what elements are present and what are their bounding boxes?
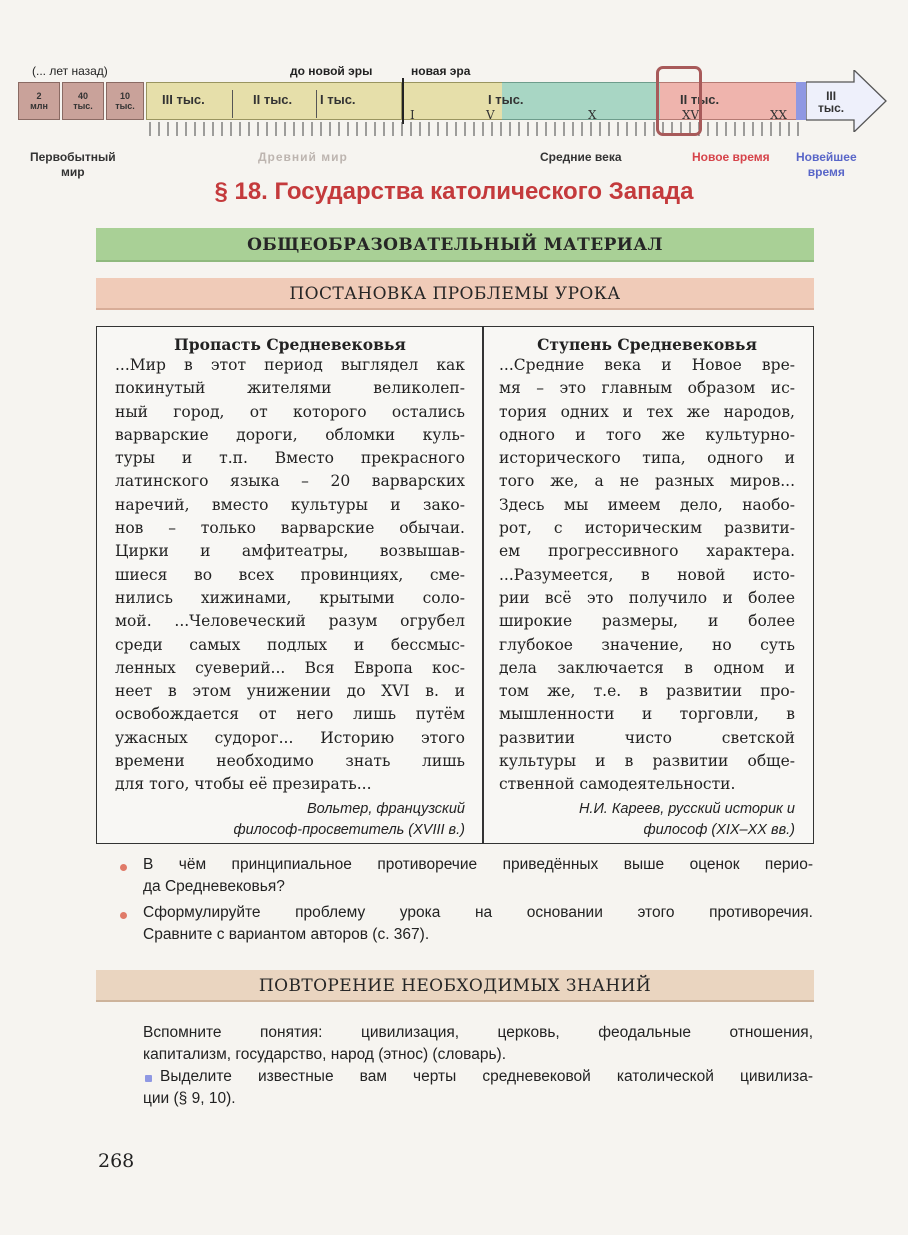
timeline-century-10: X: [588, 108, 597, 122]
recall-concepts: Вспомните понятия: цивилизация, церковь, феодальные отношения, капитализм, государство, народ (этнос) (словарь).: [143, 1024, 813, 1063]
question-2: Сформулируйте проблему урока на основании этого противоречия. Сравните с вариантом авторов (с. 367).: [143, 904, 813, 943]
timeline-box-40k: 40 тыс.: [62, 82, 104, 120]
page-title: § 18. Государства католического Запада: [214, 178, 694, 205]
timeline-2k-ad: II тыс.: [680, 92, 720, 107]
question-1: В чём принципиальное противоречие приведённых выше оценок перио- да Средневековья?: [143, 856, 813, 895]
timeline-century-15: XV: [682, 108, 700, 122]
timeline-years-ago: (... лет назад): [32, 64, 108, 78]
text-line: наречий, вместо культуры и зако-: [115, 495, 465, 514]
timeline-ticks: [146, 118, 806, 140]
text-line: том же, т.е. в развитии про-: [499, 682, 795, 701]
timeline-divider: [316, 90, 317, 118]
text-line: ственной самодеятельности.: [499, 775, 736, 794]
timeline-newest-strip: [796, 82, 806, 120]
timeline-1k-ad: I тыс.: [488, 92, 524, 107]
period-newest-time: Новейшее время: [796, 150, 857, 179]
text-line: мя – это главным образом ис-: [499, 379, 795, 398]
text-line: ...Мир в этот период выглядел как: [115, 356, 465, 374]
period-middle-ages: Средние века: [540, 150, 622, 164]
left-quote-text: [115, 354, 465, 797]
text-line: того же, а не разных миров...: [499, 472, 795, 491]
right-quote-title: Ступень Средневековья: [537, 335, 757, 354]
text-line: рии всё это получило и более: [499, 588, 795, 607]
text-line: туры и т.п. Вместо прекрасного: [115, 449, 465, 468]
right-quote-text: [499, 354, 795, 797]
text-line: для того, чтобы её презирать...: [115, 775, 372, 794]
period-new-time: Новое время: [692, 150, 770, 164]
timeline-middle-bar: [502, 82, 660, 120]
text-line: неет в этом унижении до XVI в. и: [115, 682, 465, 701]
text-line: латинского языка – 20 варварских: [115, 472, 465, 491]
text-line: тория одних и тех же народов,: [499, 402, 795, 421]
text-line: глубокое значение, но суть: [499, 635, 795, 654]
left-quote: [115, 335, 465, 841]
text-line: исторического типа, одного и: [499, 449, 795, 468]
text-line: Цирки и амфитеатры, возвышав-: [115, 542, 465, 561]
period-ancient: Древний мир: [258, 150, 348, 164]
timeline-3k-ad: III тыс.: [818, 89, 845, 115]
timeline-century-20: XX: [770, 108, 788, 122]
recall-task: Выделите известные вам черты средневековой католической цивилиза- ции (§ 9, 10).: [143, 1068, 813, 1107]
right-quote: [499, 335, 795, 841]
text-line: мышленности и торговли, в: [499, 705, 795, 724]
text-line: шиеся во всех провинциях, сме-: [115, 565, 465, 584]
left-quote-title: Пропасть Средневековья: [174, 335, 406, 354]
band-lesson-problem: ПОСТАНОВКА ПРОБЛЕМЫ УРОКА: [96, 278, 814, 310]
timeline-1k-bc: I тыс.: [320, 92, 356, 107]
timeline-3k-bc: III тыс.: [162, 92, 205, 107]
text-line: Здесь мы имеем дело, наобо-: [499, 495, 795, 514]
text-line: времени необходимо знать лишь: [115, 752, 465, 771]
text-line: нились хижинами, крытыми соло-: [115, 588, 465, 607]
timeline-bc-label: до новой эры: [290, 64, 373, 78]
band-repeat-knowledge: ПОВТОРЕНИЕ НЕОБХОДИМЫХ ЗНАНИЙ: [96, 970, 814, 1002]
period-primitive: Первобытный мир: [30, 150, 116, 179]
bullet-icon: [120, 912, 127, 919]
left-quote-author: Вольтер, французский философ-просветитель (XVIII в.): [233, 800, 465, 838]
text-line: одного и того же культурно-: [499, 425, 795, 444]
text-line: мой. ...Человеческий разум огрубел: [115, 612, 465, 631]
text-line: покинутый жителями великолеп-: [115, 379, 465, 398]
page-number: 268: [98, 1150, 135, 1172]
right-quote-author: Н.И. Кареев, русский историк и философ (XIX–XX вв.): [578, 800, 795, 838]
text-line: развитии чисто светской: [499, 728, 795, 747]
timeline-divider: [232, 90, 233, 118]
text-line: варварские дороги, обломки куль-: [115, 425, 465, 444]
band-general-material: ОБЩЕОБРАЗОВАТЕЛЬНЫЙ МАТЕРИАЛ: [96, 228, 814, 262]
text-line: ный город, от которого остались: [115, 402, 465, 421]
text-line: рот, с историческим развити-: [499, 519, 795, 538]
text-line: ужасных судорог... Историю этого: [115, 728, 465, 747]
timeline-box-10k: 10 тыс.: [106, 82, 144, 120]
text-line: нов – только варварские обычаи.: [115, 519, 465, 538]
text-line: среди самых подлых и бессмыс-: [115, 635, 465, 654]
text-line: освобождается от него лишь путём: [115, 705, 465, 724]
timeline-current-frame: [656, 66, 702, 136]
text-line: культуры и в развитии обще-: [499, 752, 795, 771]
text-line: ем прогрессивного характера.: [499, 542, 795, 561]
text-line: широкие размеры, и более: [499, 612, 795, 631]
text-line: ленных суеверий... Вся Европа кос-: [115, 658, 465, 677]
timeline-box-2mln: 2 млн: [18, 82, 60, 120]
timeline-ad-label: новая эра: [411, 64, 471, 78]
bullet-icon: [120, 864, 127, 871]
text-line: ...Разумеется, в новой исто-: [499, 565, 795, 584]
column-divider: [482, 327, 484, 843]
timeline-2k-bc: II тыс.: [253, 92, 293, 107]
text-line: ...Средние века и Новое вре-: [499, 356, 795, 374]
timeline-century-1: I: [410, 108, 415, 122]
text-line: дела заключается в одном и: [499, 658, 795, 677]
quotes-table: [96, 326, 814, 844]
timeline-century-5: V: [486, 108, 495, 122]
